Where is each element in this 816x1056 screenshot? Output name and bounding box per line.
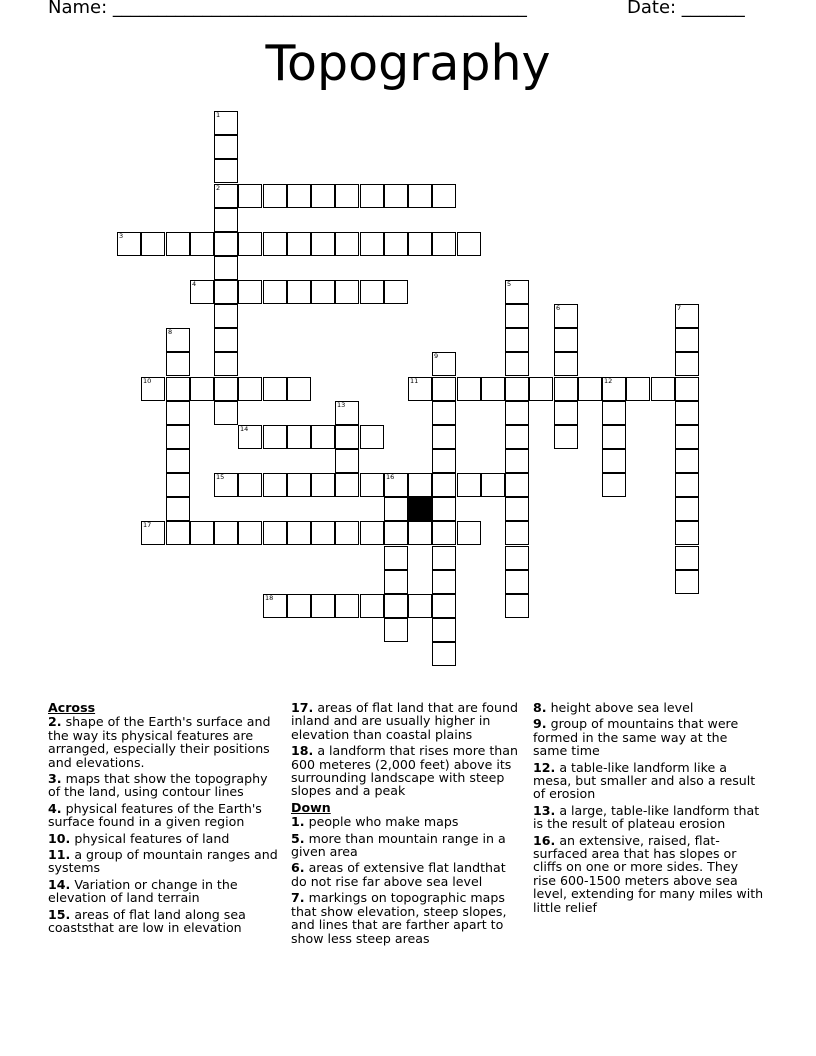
clue-down-8	[533, 701, 765, 714]
crossword-cell[interactable]	[287, 594, 311, 618]
crossword-cell[interactable]	[432, 521, 456, 545]
clue-number: 6.	[291, 860, 305, 876]
crossword-cell[interactable]	[384, 184, 408, 208]
crossword-cell[interactable]	[263, 184, 287, 208]
crossword-cell-12[interactable]	[602, 377, 626, 401]
crossword-cell[interactable]	[384, 594, 408, 618]
clue-down-1	[291, 815, 523, 828]
cell-number: 16	[386, 473, 395, 481]
crossword-cell[interactable]	[360, 425, 384, 449]
cell-number: 10	[143, 377, 152, 385]
cell-number: 12	[604, 377, 613, 385]
name-field-label: Name: ______________________________________________	[48, 0, 527, 18]
clue-across-4	[48, 802, 280, 829]
crossword-cell[interactable]	[263, 425, 287, 449]
across-heading: Across	[48, 700, 96, 715]
crossword-cell[interactable]	[457, 473, 481, 497]
clue-number: 5.	[291, 830, 305, 846]
crossword-cell[interactable]	[214, 256, 238, 280]
clue-text: height above sea level	[550, 700, 694, 715]
crossword-cell-17[interactable]	[141, 521, 165, 545]
crossword-cell[interactable]	[481, 377, 505, 401]
crossword-cell[interactable]	[335, 184, 359, 208]
clue-number: 3.	[48, 771, 62, 787]
crossword-cell[interactable]	[214, 377, 238, 401]
crossword-cell[interactable]	[432, 401, 456, 425]
crossword-cell-15[interactable]	[214, 473, 238, 497]
crossword-cell-13[interactable]	[335, 401, 359, 425]
cell-number: 13	[337, 401, 346, 409]
cell-number: 4	[192, 280, 197, 288]
crossword-cell[interactable]	[311, 184, 335, 208]
clue-text: areas of flat land that are found inland and are usually higher in elevation than coastal plains	[291, 700, 518, 742]
crossword-cell[interactable]	[578, 377, 602, 401]
crossword-cell-2[interactable]	[214, 184, 238, 208]
crossword-cell-3[interactable]	[117, 232, 141, 256]
crossword-cell[interactable]	[675, 473, 699, 497]
cell-number: 6	[556, 304, 561, 312]
crossword-cell[interactable]	[505, 449, 529, 473]
crossword-cell[interactable]	[311, 521, 335, 545]
crossword-cell[interactable]	[263, 377, 287, 401]
date-field-label: Date: _______	[627, 0, 745, 18]
clue-number: 7.	[291, 890, 305, 906]
crossword-cell[interactable]	[287, 232, 311, 256]
crossword-cell[interactable]	[166, 352, 190, 376]
clue-number: 13.	[533, 802, 556, 818]
crossword-cell[interactable]	[214, 401, 238, 425]
crossword-cell[interactable]	[287, 521, 311, 545]
crossword-cell[interactable]	[214, 232, 238, 256]
crossword-cell[interactable]	[432, 497, 456, 521]
crossword-cell[interactable]	[432, 425, 456, 449]
crossword-cell[interactable]	[384, 232, 408, 256]
crossword-cell-11[interactable]	[408, 377, 432, 401]
crossword-cell[interactable]	[457, 521, 481, 545]
crossword-cell[interactable]	[335, 449, 359, 473]
cell-number: 15	[216, 473, 225, 481]
clue-number: 18.	[291, 743, 314, 759]
crossword-cell[interactable]	[384, 546, 408, 570]
crossword-cell[interactable]	[335, 594, 359, 618]
crossword-cell[interactable]	[675, 521, 699, 545]
clue-across-11	[48, 848, 280, 875]
clue-text: markings on topographic maps that show elevation, steep slopes, and lines that are farther apart to show less steep areas	[291, 890, 507, 946]
crossword-cell[interactable]	[263, 473, 287, 497]
crossword-cell[interactable]	[384, 521, 408, 545]
clue-number: 12.	[533, 759, 556, 775]
crossword-cell[interactable]	[214, 159, 238, 183]
clue-across-3	[48, 772, 280, 799]
crossword-cell-16[interactable]	[384, 473, 408, 497]
crossword-cell[interactable]	[190, 521, 214, 545]
crossword-cell[interactable]	[214, 280, 238, 304]
crossword-cell[interactable]	[626, 377, 650, 401]
cell-number: 9	[434, 352, 439, 360]
crossword-cell[interactable]	[287, 473, 311, 497]
cell-number: 18	[265, 594, 274, 602]
clue-text: areas of extensive flat landthat do not rise far above sea level	[291, 860, 506, 889]
clue-down-9	[533, 717, 765, 757]
crossword-cell[interactable]	[505, 570, 529, 594]
crossword-cell[interactable]	[360, 280, 384, 304]
crossword-cell[interactable]	[505, 473, 529, 497]
crossword-cell[interactable]	[214, 521, 238, 545]
crossword-cell[interactable]	[166, 401, 190, 425]
down-heading: Down	[291, 799, 331, 815]
crossword-cell[interactable]	[287, 184, 311, 208]
clue-text: a group of mountain ranges and systems	[48, 847, 278, 876]
crossword-cell[interactable]	[263, 232, 287, 256]
crossword-cell[interactable]	[384, 570, 408, 594]
black-cell	[408, 497, 432, 521]
crossword-cell[interactable]	[529, 377, 553, 401]
crossword-cell[interactable]	[238, 232, 262, 256]
crossword-cell[interactable]	[505, 401, 529, 425]
crossword-cell[interactable]	[360, 232, 384, 256]
crossword-cell[interactable]	[311, 594, 335, 618]
crossword-cell[interactable]	[263, 521, 287, 545]
crossword-cell[interactable]	[675, 328, 699, 352]
crossword-cell[interactable]	[214, 328, 238, 352]
puzzle-title: Topography	[265, 35, 551, 92]
crossword-cell-1[interactable]	[214, 111, 238, 135]
clue-number: 16.	[533, 832, 556, 848]
crossword-cell[interactable]	[554, 328, 578, 352]
cell-number: 2	[216, 184, 221, 192]
clue-down-6	[291, 861, 523, 888]
clue-column-3	[533, 701, 765, 917]
crossword-cell[interactable]	[675, 449, 699, 473]
clue-column-1	[48, 701, 280, 938]
cell-number: 11	[410, 377, 419, 385]
clue-column-2	[291, 701, 523, 948]
cell-number: 1	[216, 111, 221, 119]
clue-number: 2.	[48, 714, 62, 730]
crossword-cell[interactable]	[214, 304, 238, 328]
crossword-cell[interactable]	[408, 521, 432, 545]
crossword-cell[interactable]	[675, 497, 699, 521]
crossword-cell[interactable]	[505, 352, 529, 376]
clue-text: an extensive, raised, flat-surfaced area that has slopes or cliffs on one or more sides. They rise 600-1500 meters above sea level, extending for many miles with little relief	[533, 832, 764, 915]
crossword-cell[interactable]	[360, 594, 384, 618]
clue-number: 14.	[48, 876, 71, 892]
crossword-cell[interactable]	[505, 594, 529, 618]
clue-across-15	[48, 908, 280, 935]
crossword-cell[interactable]	[432, 232, 456, 256]
crossword-cell[interactable]	[263, 280, 287, 304]
crossword-cell[interactable]	[408, 594, 432, 618]
clue-down-5	[291, 832, 523, 859]
crossword-cell[interactable]	[166, 377, 190, 401]
crossword-cell[interactable]	[335, 232, 359, 256]
cell-number: 5	[507, 280, 512, 288]
clue-across-17	[291, 701, 523, 741]
crossword-cell[interactable]	[384, 497, 408, 521]
crossword-cell[interactable]	[166, 473, 190, 497]
crossword-cell[interactable]	[166, 232, 190, 256]
cell-number: 17	[143, 521, 152, 529]
crossword-cell[interactable]	[360, 473, 384, 497]
crossword-cell-4[interactable]	[190, 280, 214, 304]
clue-text: shape of the Earth's surface and the way its physical features are arranged, especially their positions and elevations.	[48, 714, 271, 770]
crossword-cell[interactable]	[238, 280, 262, 304]
clue-text: a large, table-like landform that is the result of plateau erosion	[533, 802, 760, 832]
crossword-cell[interactable]	[311, 280, 335, 304]
crossword-cell-6[interactable]	[554, 304, 578, 328]
cell-number: 14	[240, 425, 249, 433]
crossword-cell[interactable]	[190, 232, 214, 256]
crossword-cell[interactable]	[602, 425, 626, 449]
crossword-cell[interactable]	[505, 377, 529, 401]
crossword-cell[interactable]	[432, 449, 456, 473]
crossword-cell-7[interactable]	[675, 304, 699, 328]
clue-text: Variation or change in the elevation of land terrain	[48, 876, 238, 906]
crossword-cell[interactable]	[384, 280, 408, 304]
crossword-cell[interactable]	[408, 232, 432, 256]
crossword-cell[interactable]	[554, 377, 578, 401]
crossword-cell[interactable]	[141, 232, 165, 256]
crossword-cell[interactable]	[360, 521, 384, 545]
cell-number: 3	[119, 232, 124, 240]
crossword-cell[interactable]	[238, 184, 262, 208]
crossword-cell[interactable]	[214, 135, 238, 159]
clue-number: 8.	[533, 700, 547, 715]
crossword-cell[interactable]	[554, 352, 578, 376]
crossword-cell[interactable]	[505, 304, 529, 328]
crossword-cell[interactable]	[554, 401, 578, 425]
crossword-cell[interactable]	[675, 546, 699, 570]
crossword-cell[interactable]	[287, 280, 311, 304]
clue-text: a landform that rises more than 600 meteres (2,000 feet) above its surrounding landscape with steep slopes and a peak	[291, 743, 518, 799]
clue-text: maps that show the topography of the land, using contour lines	[48, 771, 268, 800]
clue-across-2	[48, 715, 280, 769]
crossword-cell-14[interactable]	[238, 425, 262, 449]
crossword-cell-8[interactable]	[166, 328, 190, 352]
crossword-cell[interactable]	[335, 425, 359, 449]
crossword-cell[interactable]	[238, 377, 262, 401]
crossword-cell[interactable]	[602, 449, 626, 473]
crossword-cell[interactable]	[190, 377, 214, 401]
crossword-cell[interactable]	[238, 521, 262, 545]
crossword-cell[interactable]	[166, 425, 190, 449]
clue-across-14	[48, 878, 280, 905]
crossword-cell[interactable]	[214, 352, 238, 376]
crossword-cell[interactable]	[675, 352, 699, 376]
crossword-cell[interactable]	[311, 473, 335, 497]
crossword-cell[interactable]	[432, 594, 456, 618]
crossword-cell[interactable]	[432, 184, 456, 208]
clue-number: 4.	[48, 800, 62, 816]
crossword-cell[interactable]	[335, 521, 359, 545]
clue-across-18	[291, 744, 523, 798]
crossword-cell[interactable]	[554, 425, 578, 449]
crossword-cell[interactable]	[505, 328, 529, 352]
crossword-cell[interactable]	[505, 425, 529, 449]
clue-down-12	[533, 761, 765, 801]
crossword-cell[interactable]	[311, 425, 335, 449]
crossword-cell-10[interactable]	[141, 377, 165, 401]
clue-number: 11.	[48, 847, 71, 863]
crossword-cell[interactable]	[214, 208, 238, 232]
crossword-cell[interactable]	[505, 546, 529, 570]
crossword-cell-18[interactable]	[263, 594, 287, 618]
crossword-cell[interactable]	[432, 473, 456, 497]
crossword-cell[interactable]	[335, 280, 359, 304]
crossword-cell[interactable]	[432, 377, 456, 401]
clue-text: people who make maps	[308, 814, 459, 830]
crossword-cell[interactable]	[360, 184, 384, 208]
crossword-cell[interactable]	[457, 232, 481, 256]
crossword-cell[interactable]	[651, 377, 675, 401]
clue-number: 15.	[48, 906, 71, 922]
crossword-cell[interactable]	[675, 401, 699, 425]
crossword-cell[interactable]	[602, 473, 626, 497]
crossword-cell[interactable]	[287, 425, 311, 449]
clue-down-13	[533, 804, 765, 831]
crossword-cell[interactable]	[384, 618, 408, 642]
clue-text: physical features of the Earth's surface found in a given region	[48, 800, 262, 830]
clue-number: 17.	[291, 700, 314, 715]
crossword-cell[interactable]	[408, 473, 432, 497]
crossword-cell[interactable]	[505, 521, 529, 545]
clue-text: group of mountains that were formed in the same way at the same time	[533, 716, 739, 759]
clue-number: 9.	[533, 716, 547, 732]
crossword-cell[interactable]	[457, 377, 481, 401]
crossword-cell[interactable]	[287, 377, 311, 401]
crossword-cell[interactable]	[432, 618, 456, 642]
crossword-cell[interactable]	[238, 473, 262, 497]
crossword-cell[interactable]	[675, 425, 699, 449]
crossword-cell[interactable]	[675, 377, 699, 401]
crossword-cell[interactable]	[602, 401, 626, 425]
crossword-cell[interactable]	[481, 473, 505, 497]
crossword-cell[interactable]	[311, 232, 335, 256]
crossword-cell[interactable]	[335, 473, 359, 497]
clue-down-16	[533, 834, 765, 914]
crossword-cell-5[interactable]	[505, 280, 529, 304]
crossword-cell[interactable]	[675, 570, 699, 594]
clue-text: physical features of land	[74, 830, 230, 846]
crossword-cell[interactable]	[166, 497, 190, 521]
crossword-cell[interactable]	[432, 546, 456, 570]
clue-down-7	[291, 891, 523, 945]
clue-across-10	[48, 832, 280, 845]
clue-number: 10.	[48, 830, 71, 846]
clue-number: 1.	[291, 814, 305, 830]
crossword-cell[interactable]	[166, 449, 190, 473]
cell-number: 8	[168, 328, 173, 336]
clue-text: areas of flat land along sea coaststhat are low in elevation	[48, 906, 246, 936]
crossword-cell[interactable]	[408, 184, 432, 208]
cell-number: 7	[677, 304, 682, 312]
crossword-cell[interactable]	[432, 642, 456, 666]
clue-text: more than mountain range in a given area	[291, 830, 506, 860]
crossword-cell[interactable]	[432, 570, 456, 594]
clue-text: a table-like landform like a mesa, but smaller and also a result of erosion	[533, 759, 756, 802]
crossword-cell[interactable]	[505, 497, 529, 521]
crossword-cell[interactable]	[166, 521, 190, 545]
crossword-cell-9[interactable]	[432, 352, 456, 376]
